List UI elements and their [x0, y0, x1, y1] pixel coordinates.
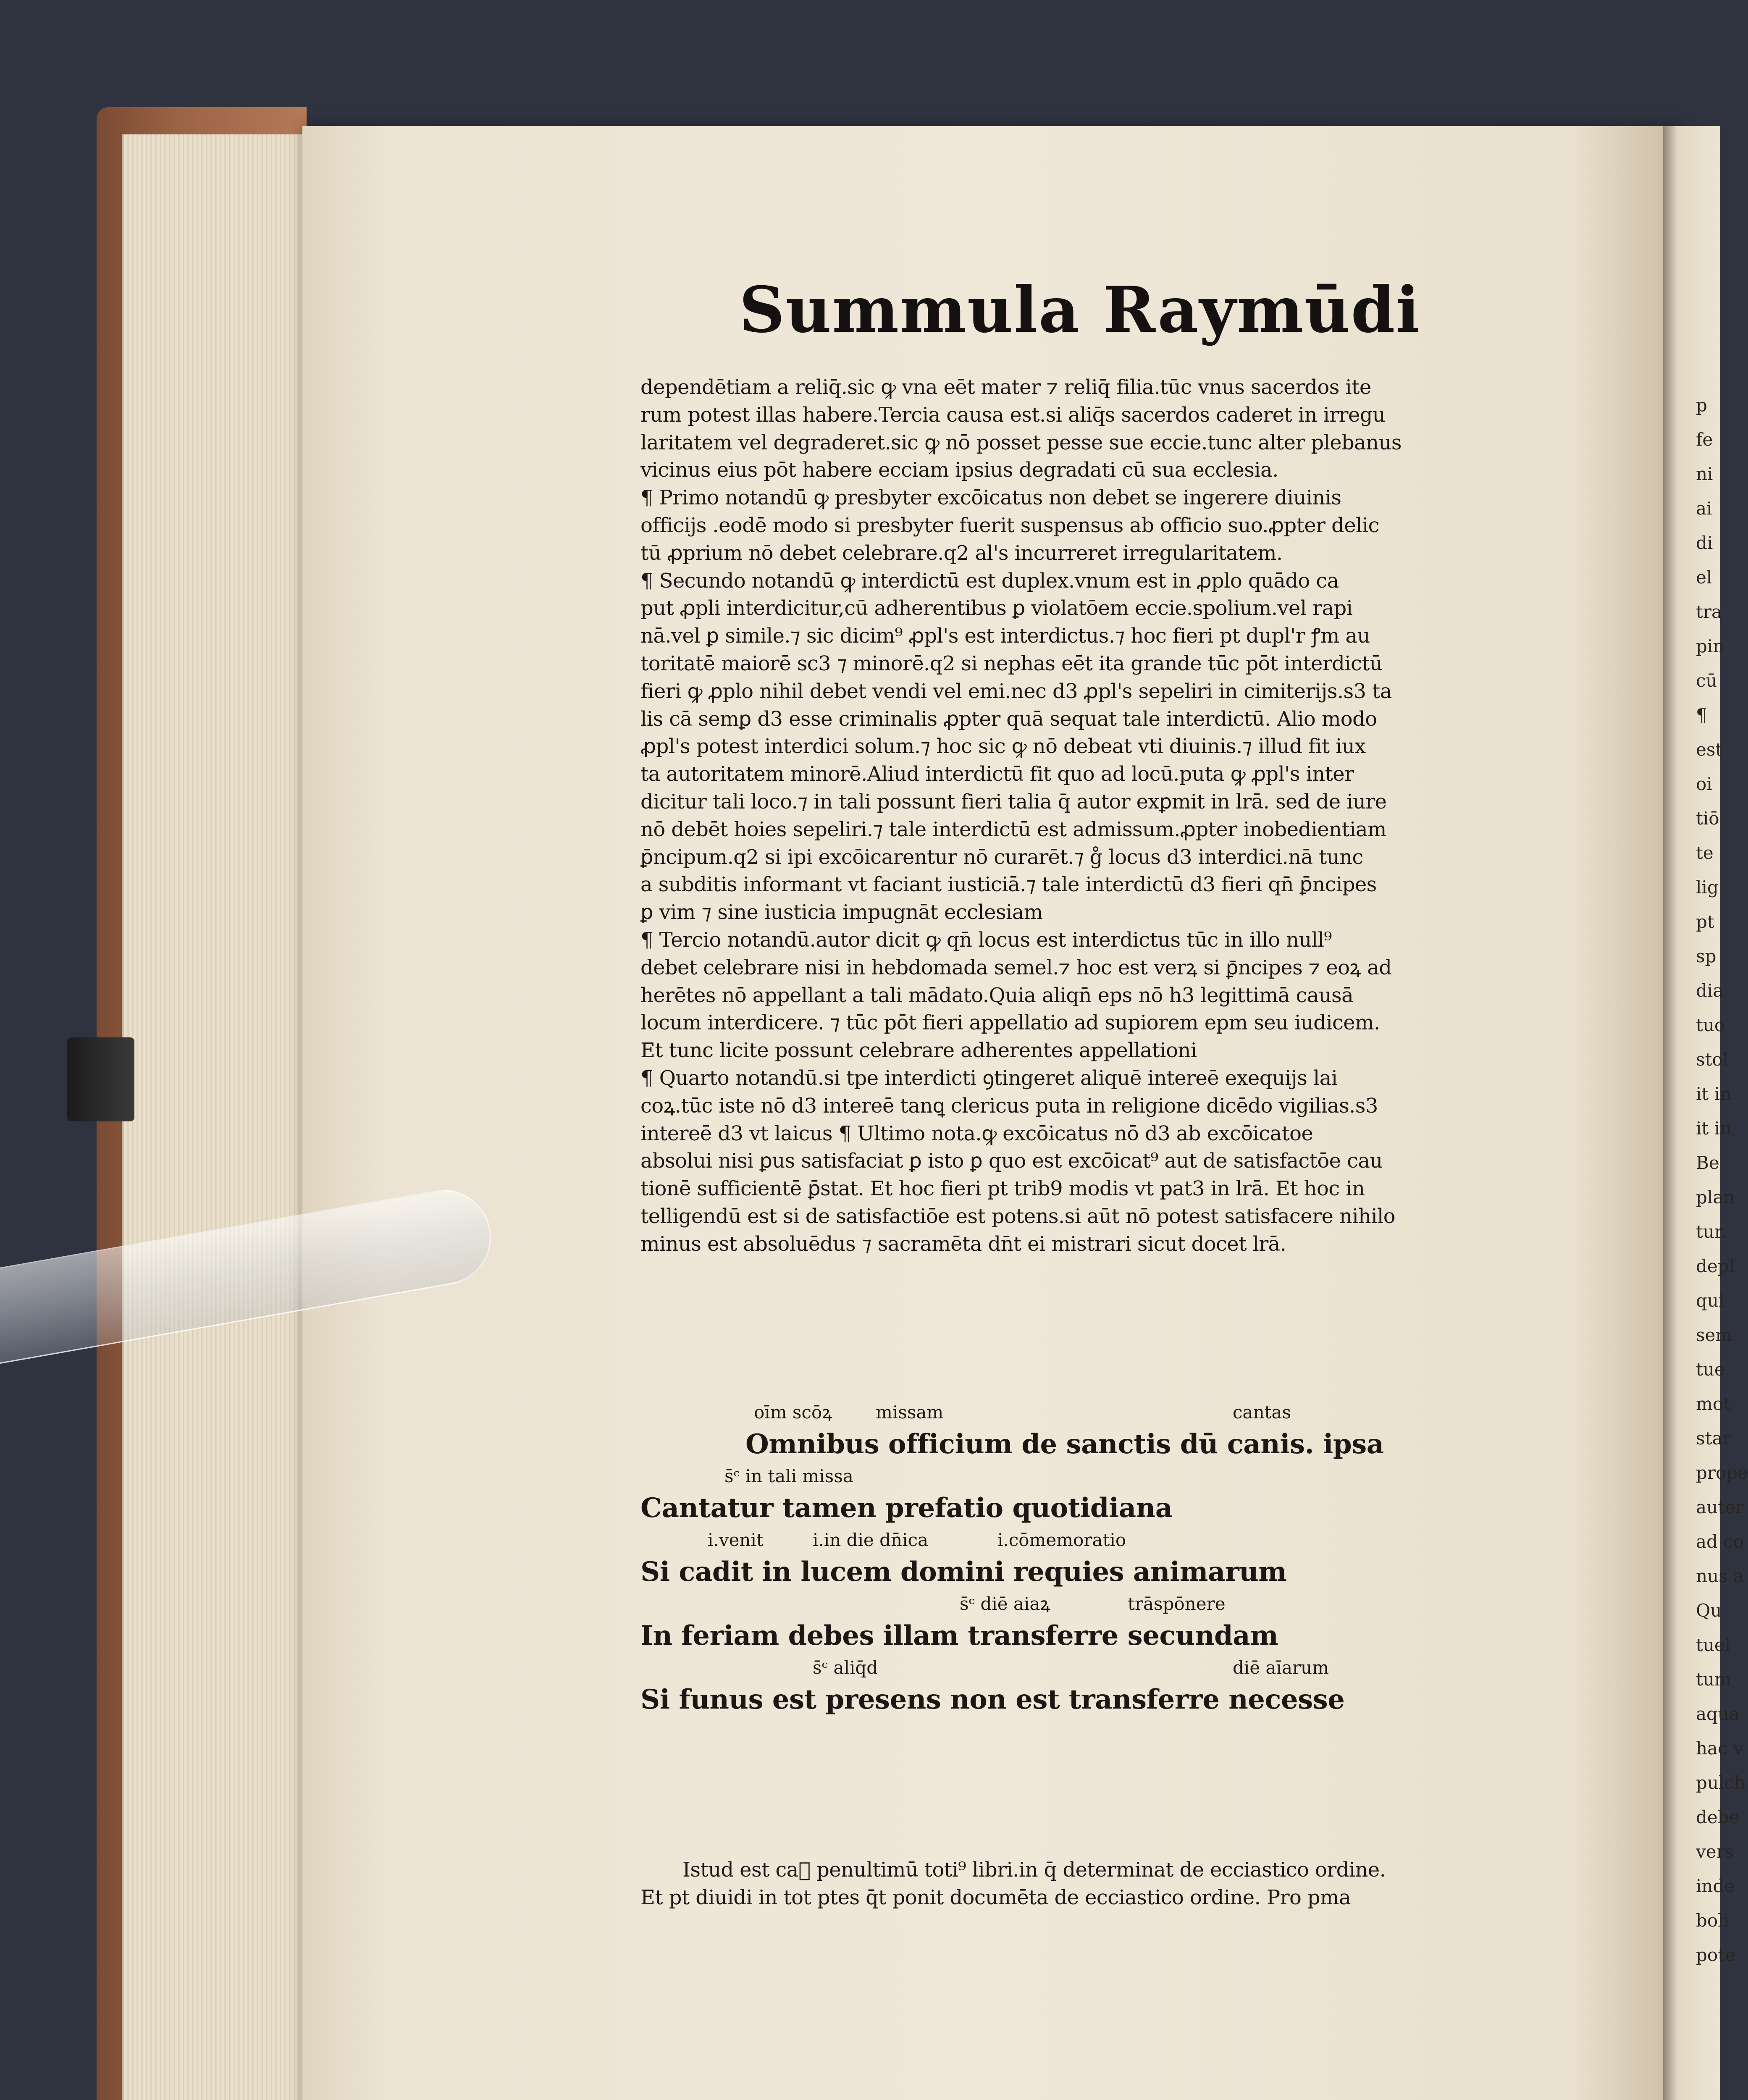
verse-line: Si cadit in lucem domini requies animarum	[640, 1556, 1287, 1588]
interlinear-gloss	[640, 1526, 1527, 1554]
text-line: vicinus eius pōt habere ecciam ipsius degradati cū sua ecclesia.	[640, 458, 1278, 482]
facing-page-fragment: ni	[1696, 464, 1713, 484]
interlinear-gloss	[640, 1654, 1527, 1682]
chapter-intro-text	[640, 1856, 1527, 1912]
facing-page-fragment: boli	[1696, 1910, 1730, 1931]
facing-page-fragment: hac v	[1696, 1738, 1743, 1759]
commentary-text	[640, 374, 1527, 1258]
facing-page-fragment: star	[1696, 1428, 1731, 1449]
facing-page-fragment: sem	[1696, 1325, 1732, 1345]
facing-page-fragment: tra	[1696, 601, 1722, 622]
text-line: nō debēt hoies sepeliri.⁊ tale interdictū est admissum.ꝓpter inobedientiam	[640, 817, 1386, 841]
text-line: telligendū est si de satisfactiōe est potens.si aūt nō potest satisfacere nihilo	[640, 1204, 1396, 1228]
facing-page-fragment: p	[1696, 395, 1707, 415]
facing-page-fragment: Qu	[1696, 1600, 1722, 1621]
gloss-word: i.venit	[708, 1530, 764, 1550]
text-line: debet celebrare nisi in hebdomada semel.⁊ hoc est verꝝ si ꝑ̄ncipes ⁊ eoꝝ ad	[640, 956, 1392, 979]
facing-page-fragment: Be	[1696, 1152, 1719, 1173]
facing-page-fragment: aqua	[1696, 1704, 1740, 1724]
text-line: rum potest illas habere.Tercia causa est.si aliq̄s sacerdos caderet in irregu	[640, 403, 1386, 427]
text-line: ¶ Tercio notandū.autor dicit ꝙ qn̄ locus est interdictus tūc in illo null⁹	[640, 928, 1332, 952]
facing-page-fragment: nus a	[1696, 1566, 1744, 1586]
facing-page-fragment: lig	[1696, 877, 1719, 898]
facing-page-fragment: auter	[1696, 1497, 1744, 1517]
text-line: tionē sufficientē ꝑ̄stat. Et hoc fieri pt trib9 modis vt pat3 in lrā. Et hoc in	[640, 1177, 1365, 1201]
facing-page-fragment: tuo	[1696, 1015, 1725, 1035]
verse-line: Cantatur tamen prefatio quotidiana	[640, 1492, 1173, 1524]
gloss-word: cantas	[1233, 1402, 1291, 1423]
facing-page-fragment: tiō	[1696, 808, 1719, 829]
facing-page-fragment: debe	[1696, 1807, 1740, 1827]
page-edges	[122, 134, 322, 2100]
facing-page-fragment: ai	[1696, 498, 1712, 519]
text-line: Istud est ca᷑ penultimū toti⁹ libri.in q̄ determinat de ecciastico ordine.	[682, 1858, 1386, 1882]
facing-page-fragment: di	[1696, 533, 1713, 553]
gloss-word: diē aīarum	[1233, 1657, 1329, 1678]
facing-page-fragment: tue	[1696, 1359, 1725, 1380]
facing-page-fragment: tuel	[1696, 1635, 1731, 1655]
interlinear-gloss	[640, 1399, 1527, 1426]
text-line: a subditis informant vt faciant iusticiā.⁊ tale interdictū d3 fieri qn̄ ꝑ̄ncipes	[640, 873, 1377, 897]
text-line: toritatē maiorē sc3 ⁊ minorē.q2 si nephas eēt ita grande tūc pōt interdictū	[640, 651, 1383, 675]
facing-page-fragment: prope	[1696, 1462, 1748, 1483]
text-line: ꝑ̄ncipum.q2 si ipi excōicarentur nō curarēt.⁊ g̊ locus d3 interdici.nā tunc	[640, 845, 1363, 869]
facing-page-fragment: pt	[1696, 911, 1714, 932]
facing-page-fragment: fe	[1696, 429, 1713, 450]
gloss-word: missam	[876, 1402, 944, 1423]
facing-page-fragment: sp	[1696, 946, 1717, 966]
text-line: intereē d3 vt laicus ¶ Ultimo nota.ꝙ excōicatus nō d3 ab excōicatoe	[640, 1121, 1313, 1145]
text-line: dicitur tali loco.⁊ in tali possunt fieri talia q̄ autor exꝑmit in lrā. sed de iure	[640, 790, 1387, 814]
verse-section	[640, 1399, 1527, 1718]
text-line: tū ꝓprium nō debet celebrare.q2 al's incurreret irregularitatem.	[640, 541, 1283, 565]
text-line: coꝝ.tūc iste nō d3 intereē tanꝗ clericus puta in religione dicēdo vigilias.s3	[640, 1094, 1378, 1118]
text-line: minus est absoluēdus ⁊ sacramēta dn̄t ei mistrari sicut docet lrā.	[640, 1232, 1286, 1256]
verse-line: In feriam debes illam transferre secundam	[640, 1620, 1278, 1651]
facing-page-fragment: tum	[1696, 1669, 1731, 1690]
text-line: fieri ꝙ ꝓplo nihil debet vendi vel emi.nec d3 ꝓpl's sepeliri in cimiterijs.s3 ta	[640, 679, 1392, 703]
facing-page-fragment: tur.	[1696, 1221, 1727, 1242]
gloss-word: s̄ᶜ diē aiaꝝ	[960, 1593, 1050, 1614]
gloss-word: i.cōmemoratio	[997, 1530, 1126, 1550]
facing-page-fragment: it in	[1696, 1084, 1732, 1104]
facing-page	[1663, 126, 1748, 2100]
verse-line: Omnibus officium de sanctis dū canis. ipsa	[745, 1428, 1384, 1460]
gloss-word: oīm scōꝝ	[754, 1402, 832, 1423]
facing-page-fragment: cū	[1696, 670, 1717, 691]
text-line: ta autoritatem minorē.Aliud interdictū fit quo ad locū.puta ꝙ ꝓpl's inter	[640, 762, 1354, 786]
gloss-word: s̄ᶜ in tali missa	[724, 1466, 853, 1486]
text-line: herētes nō appellant a tali mādato.Quia aliqn̄ eps nō h3 legittimā causā	[640, 983, 1354, 1007]
text-line: Et pt diuidi in tot ptes q̄t ponit documēta de ecciastico ordine. Pro pma	[640, 1885, 1351, 1909]
facing-page-fragment: el	[1696, 567, 1712, 588]
facing-page-fragment: pote	[1696, 1945, 1735, 1965]
running-head: Summula Raymūdi	[739, 273, 1421, 347]
facing-page-fragment: stol	[1696, 1049, 1729, 1070]
facing-page-fragment: te	[1696, 843, 1714, 863]
text-line: Et tunc licite possunt celebrare adherentes appellationi	[640, 1039, 1197, 1063]
facing-page-fragment: vers	[1696, 1841, 1734, 1862]
text-line: ꝓpl's potest interdici solum.⁊ hoc sic ꝙ nō debeat vti diuinis.⁊ illud fit iux	[640, 735, 1366, 759]
facing-page-fragment: plan	[1696, 1187, 1735, 1208]
facing-page-fragment: pin	[1696, 636, 1724, 656]
facing-page-fragment: ad co	[1696, 1531, 1744, 1552]
text-line: ¶ Quarto notandū.si tpe interdicti ꝯtingeret aliquē intereē exequijs lai	[640, 1066, 1338, 1090]
verse-line: Si funus est presens non est transferre necesse	[640, 1684, 1345, 1715]
gloss-word: trāspōnere	[1128, 1593, 1226, 1614]
facing-page-fragment: dia	[1696, 980, 1724, 1001]
interlinear-gloss	[640, 1590, 1527, 1618]
text-line: dependētiam a reliq̄.sic ꝙ vna eēt mater ⁊ reliq̄ filia.tūc vnus sacerdos ite	[640, 375, 1371, 399]
gloss-word: i.in die dn̄ica	[813, 1530, 929, 1550]
text-line: ꝑ vim ⁊ sine iusticia impugnāt ecclesiam	[640, 900, 1043, 924]
facing-page-fragment: depl	[1696, 1256, 1735, 1276]
interlinear-gloss	[640, 1462, 1527, 1490]
gloss-word: s̄ᶜ aliq̄d	[813, 1657, 878, 1678]
facing-page-fragment: est	[1696, 739, 1723, 760]
facing-page-fragment: it in	[1696, 1118, 1732, 1139]
text-line: ¶ Secundo notandū ꝙ interdictū est duplex.vnum est in ꝓplo quādo ca	[640, 569, 1339, 593]
facing-page-fragment: qui	[1696, 1290, 1724, 1311]
text-line: nā.vel ꝑ simile.⁊ sic dicim⁹ ꝓpl's est interdictus.⁊ hoc fieri pt dupl'r ꝭm au	[640, 624, 1370, 648]
text-line: locum interdicere. ⁊ tūc pōt fieri appellatio ad supiorem epm seu iudicem.	[640, 1011, 1380, 1035]
text-line: absolui nisi ꝑus satisfaciat ꝑ isto ꝑ quo est excōicat⁹ aut de satisfactōe cau	[640, 1149, 1383, 1173]
facing-page-fragment: ¶	[1696, 705, 1707, 725]
text-line: ¶ Primo notandū ꝙ presbyter excōicatus non debet se ingerere diuinis	[640, 486, 1341, 510]
facing-page-fragment: inde	[1696, 1876, 1735, 1896]
text-line: put ꝓpli interdicitur,cū adherentibus ꝑ violatōem eccie.spolium.vel rapi	[640, 596, 1353, 620]
book-clamp	[67, 1037, 134, 1121]
text-line: lis cā semꝑ d3 esse criminalis ꝓpter quā sequat tale interdictū. Alio modo	[640, 707, 1377, 731]
facing-page-fragment: oi	[1696, 774, 1712, 794]
facing-page-fragment: pulch	[1696, 1772, 1745, 1793]
facing-page-fragment: mot	[1696, 1394, 1730, 1414]
text-line: officijs .eodē modo si presbyter fuerit suspensus ab officio suo.ꝓpter delic	[640, 513, 1379, 537]
text-line: laritatem vel degraderet.sic ꝙ nō posset pesse sue eccie.tunc alter plebanus	[640, 430, 1402, 454]
